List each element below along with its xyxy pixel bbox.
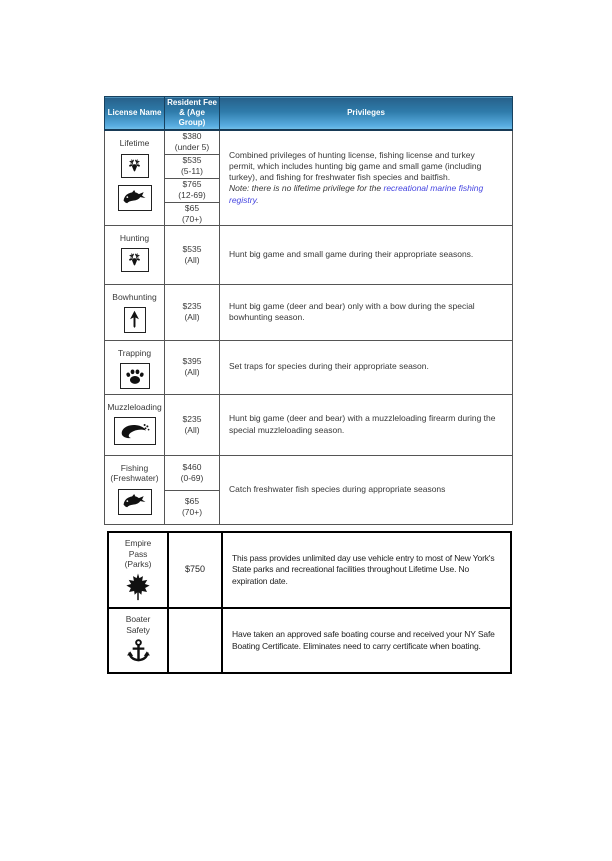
privileges-note-suffix: . [256,194,259,205]
license-name: Muzzleloading [107,401,162,412]
privileges-text: Combined privileges of hunting license, fishing license and turkey permit, which includes hunting big game and small game (including turkey), and fishing for freshwater fish species and baitfish. [229,149,482,183]
passes-table [107,531,512,674]
fee-amount: $535 [182,154,202,165]
fish-icon [121,491,148,512]
license-name-cell [105,225,165,284]
pass-name: Boater Safety [125,613,151,635]
license-name: Hunting [119,232,150,243]
license-name: Fishing (Freshwater) [110,462,159,484]
fee-amount: $460 [182,461,202,472]
fee-age-group: (All) [184,424,200,435]
fee-cell [165,154,220,178]
fee-amount: $65 [184,202,200,213]
header-resident-fee: Resident Fee & (Age Group) [165,97,220,131]
fee-cell [165,284,220,340]
privileges-text: This pass provides unlimited day use vehicle entry to most of New York's State parks and recreational facilities throughout Lifetime Use. No expiration date. [232,553,495,586]
fee-age-group: (All) [184,254,200,265]
table-row-bowhunting [105,284,513,340]
table-row-hunting [105,225,513,284]
table-row-muzzleloading [105,394,513,455]
deer-icon-box [121,248,149,272]
marine-registry-link[interactable]: recreational marine fishing registry [229,183,484,205]
fee-cell [165,130,220,154]
fish-icon [121,187,148,208]
anchor-icon [125,637,152,667]
deer-icon-box [121,154,149,178]
privileges-cell [220,225,513,284]
fish-icon-box [118,185,152,211]
privileges-cell [220,455,513,524]
fee-cell [165,394,220,455]
privileges-text: Set traps for species during their appropriate season. [229,361,429,372]
fee-age-group: (0-69) [180,472,204,483]
header-license-name: License Name [105,97,165,131]
fee-amount: $235 [182,301,202,312]
fee-age-group: (70+) [181,507,203,518]
privileges-cell [222,608,511,673]
fee-amount: $65 [184,496,200,507]
table-row-fishing [105,455,513,490]
table-row-boater-safety [108,608,511,673]
fee-age-group: (12-69) [178,190,206,200]
powder-horn-icon [118,420,152,442]
privileges-text: Hunt big game and small game during their appropriate seasons. [229,248,474,259]
license-name-cell [105,130,165,225]
license-fee-table [104,96,513,525]
fee-amount: $750 [184,564,206,575]
table-row-empire-pass [108,532,511,608]
license-name-cell [105,455,165,524]
fee-amount: $535 [182,243,202,254]
fee-cell [168,532,222,608]
maple-leaf-icon [123,572,153,602]
privileges-text: Hunt big game (deer and bear) only with a bow during the special bowhunting season. [229,300,475,323]
fee-cell [165,202,220,225]
fee-age-group: (70+) [181,213,203,224]
license-name: Bowhunting [112,291,157,302]
header-row [105,97,513,131]
privileges-text: Have taken an approved safe boating course and received your NY Safe Boating Certificate. Eliminates need to carry certificate when boating. [232,629,495,651]
privileges-cell [220,340,513,394]
fee-age-group: (All) [184,367,200,378]
table-row-trapping [105,340,513,394]
fish-icon-box [118,489,152,515]
pass-name-cell [108,608,168,673]
fee-age-group: (5-11) [180,166,204,176]
table-row-lifetime [105,130,513,154]
fee-cell [165,225,220,284]
privileges-cell [220,394,513,455]
header-privileges: Privileges [220,97,513,131]
privileges-cell [220,130,513,225]
fee-amount: $235 [182,413,202,424]
privileges-text: Catch freshwater fish species during appropriate seasons [229,483,446,494]
fee-amount: $395 [182,356,202,367]
broadhead-arrow-icon [128,310,141,331]
fee-cell [165,178,220,202]
license-name: Lifetime [119,138,150,148]
anchor-icon-wrap [125,637,152,672]
fee-cell [165,340,220,394]
deer-icon [124,157,145,175]
deer-icon [124,251,145,269]
paw-print-icon-box [120,363,150,389]
fee-amount: $765 [182,178,202,189]
license-name: Trapping [117,347,152,358]
privileges-cell [222,532,511,608]
privileges-note: Note: there is no lifetime privilege for the [229,183,384,194]
fee-amount: $380 [182,131,202,142]
license-name-cell [105,340,165,394]
paw-print-icon [124,366,146,386]
license-name-cell [105,284,165,340]
maple-leaf-icon-wrap [123,572,153,607]
privileges-cell [220,284,513,340]
fee-cell [165,490,220,524]
pass-name-cell [108,532,168,608]
fee-cell [165,455,220,490]
pass-name: Empire Pass (Parks) [124,538,152,570]
broadhead-arrow-icon-box [124,307,146,333]
fee-cell [168,608,222,673]
fee-age-group: (under 5) [174,142,210,153]
powder-horn-icon-box [114,417,156,445]
privileges-text: Hunt big game (deer and bear) with a muzzleloading firearm during the special muzzleloading season. [229,413,496,435]
license-name-cell [105,394,165,455]
fee-age-group: (All) [184,312,200,323]
